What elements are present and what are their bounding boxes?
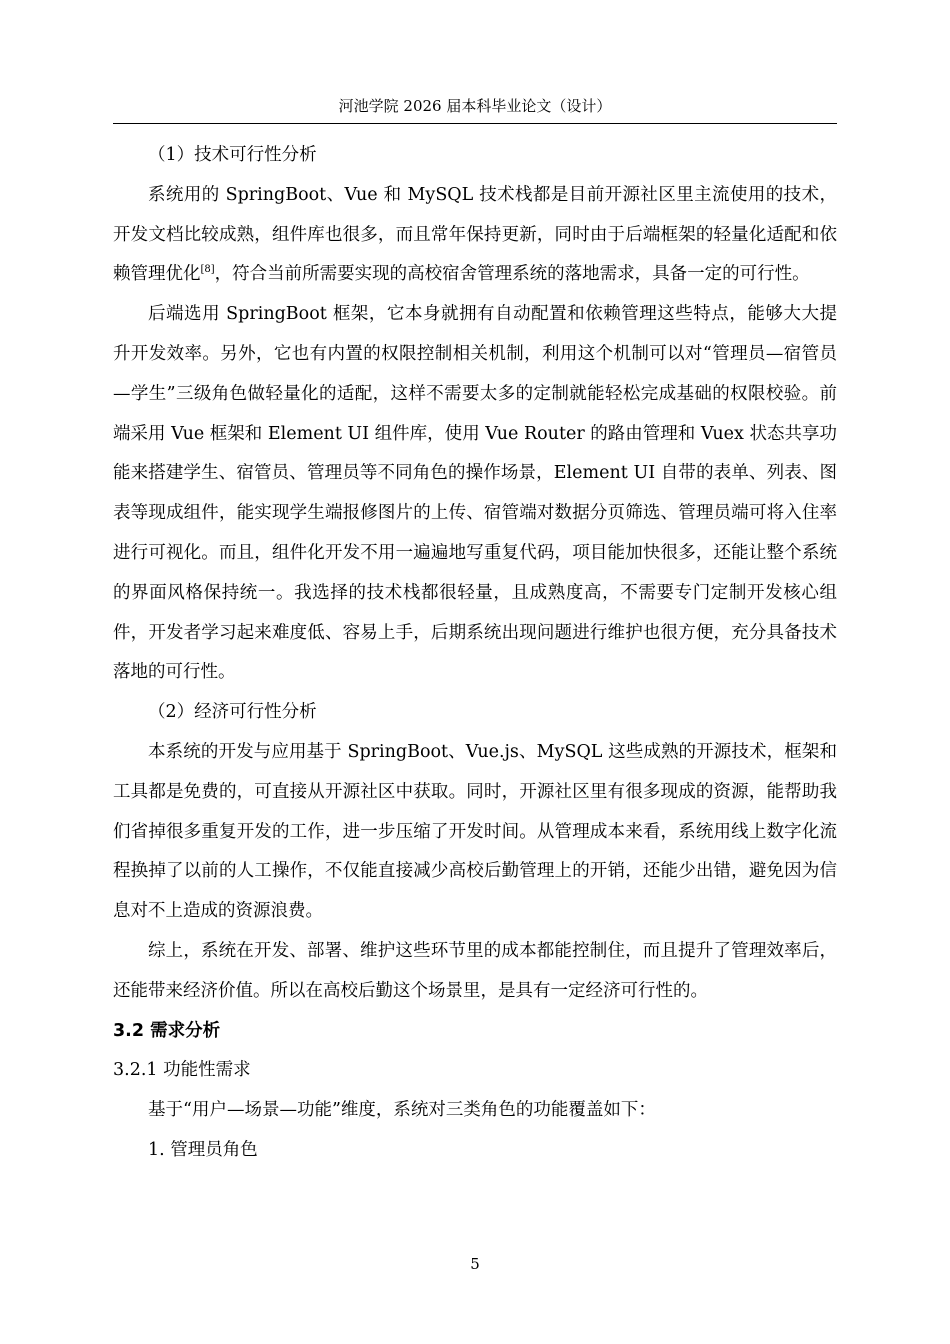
body-content (113, 136, 837, 1171)
paragraph-text: ，符合当前所需要实现的高校宿舍管理系统的落地需求，具备一定的可行性。 (214, 264, 810, 285)
paragraph-backend-frontend: 后端选用 SpringBoot 框架，它本身就拥有自动配置和依赖管理这些特点，能够大大提升开发效率。另外，它也有内置的权限控制相关机制，利用这个机制可以对“管理员—宿管员—学生”三级角色做轻量化的适配，这样不需要太多的定制就能轻松完成基础的权限校验。前端采用 Vue 框架和 Element UI 组件库，使用 Vue Router 的路由管理和 Vuex 状态共享功能来搭建学生、宿管员、管理员等不同角色的操作场景，Element UI 自带的表单、列表、图表等现成组件，能实现学生端报修图片的上传、宿管端对数据分页筛选、管理员端可将入住率进行可视化。而且，组件化开发不用一遍遍地写重复代码，项目能加快很多，还能让整个系统的界面风格保持统一。我选择的技术栈都很轻量，且成熟度高，不需要专门定制开发核心组件，开发者学习起来难度低、容易上手，后期系统出现问题进行维护也很方便，充分具备技术落地的可行性。 (113, 304, 837, 683)
subheading-technical-feasibility: （1）技术可行性分析 (148, 145, 317, 165)
subheading-economic-feasibility: （2）经济可行性分析 (148, 702, 317, 723)
paragraph-text: 系统用的 SpringBoot、Vue 和 MySQL 技术栈都是目前开源社区里主流使用的技术，开发文档比较成熟，组件库也很多，而且常年保持更新，同时由于后端框架的轻量化适配和依赖管理优化 (113, 184, 837, 285)
page-number: 5 (470, 1255, 480, 1273)
paragraph-summary: 综上，系统在开发、部署、维护这些环节里的成本都能控制住，而且提升了管理效率后，还能带来经济价值。所以在高校后勤这个场景里，是具有一定经济可行性的。 (113, 940, 837, 1001)
list-item-admin-role: 1. 管理员角色 (148, 1139, 258, 1160)
section-title: 3.2 需求分析 (113, 1020, 221, 1041)
running-header: 河池学院 2026 届本科毕业论文（设计） (338, 97, 612, 115)
paragraph-role-coverage: 基于“用户—场景—功能”维度，系统对三类角色的功能覆盖如下： (148, 1100, 656, 1121)
subsection-title: 3.2.1 功能性需求 (113, 1060, 251, 1081)
header-rule (113, 123, 837, 124)
citation-reference: [8] (200, 264, 215, 276)
paragraph-open-source-cost: 本系统的开发与应用基于 SpringBoot、Vue.js、MySQL 这些成熟的开源技术，框架和工具都是免费的，可直接从开源社区中获取。同时，开源社区里有很多现成的资源，能帮助我们省掉很多重复开发的工作，进一步压缩了开发时间。从管理成本来看，系统用线上数字化流程换掉了以前的人工操作，不仅能直接减少高校后勤管理上的开销，还能少出错，避免因为信息对不上造成的资源浪费。 (113, 741, 837, 922)
paragraph-tech-stack (113, 176, 837, 295)
